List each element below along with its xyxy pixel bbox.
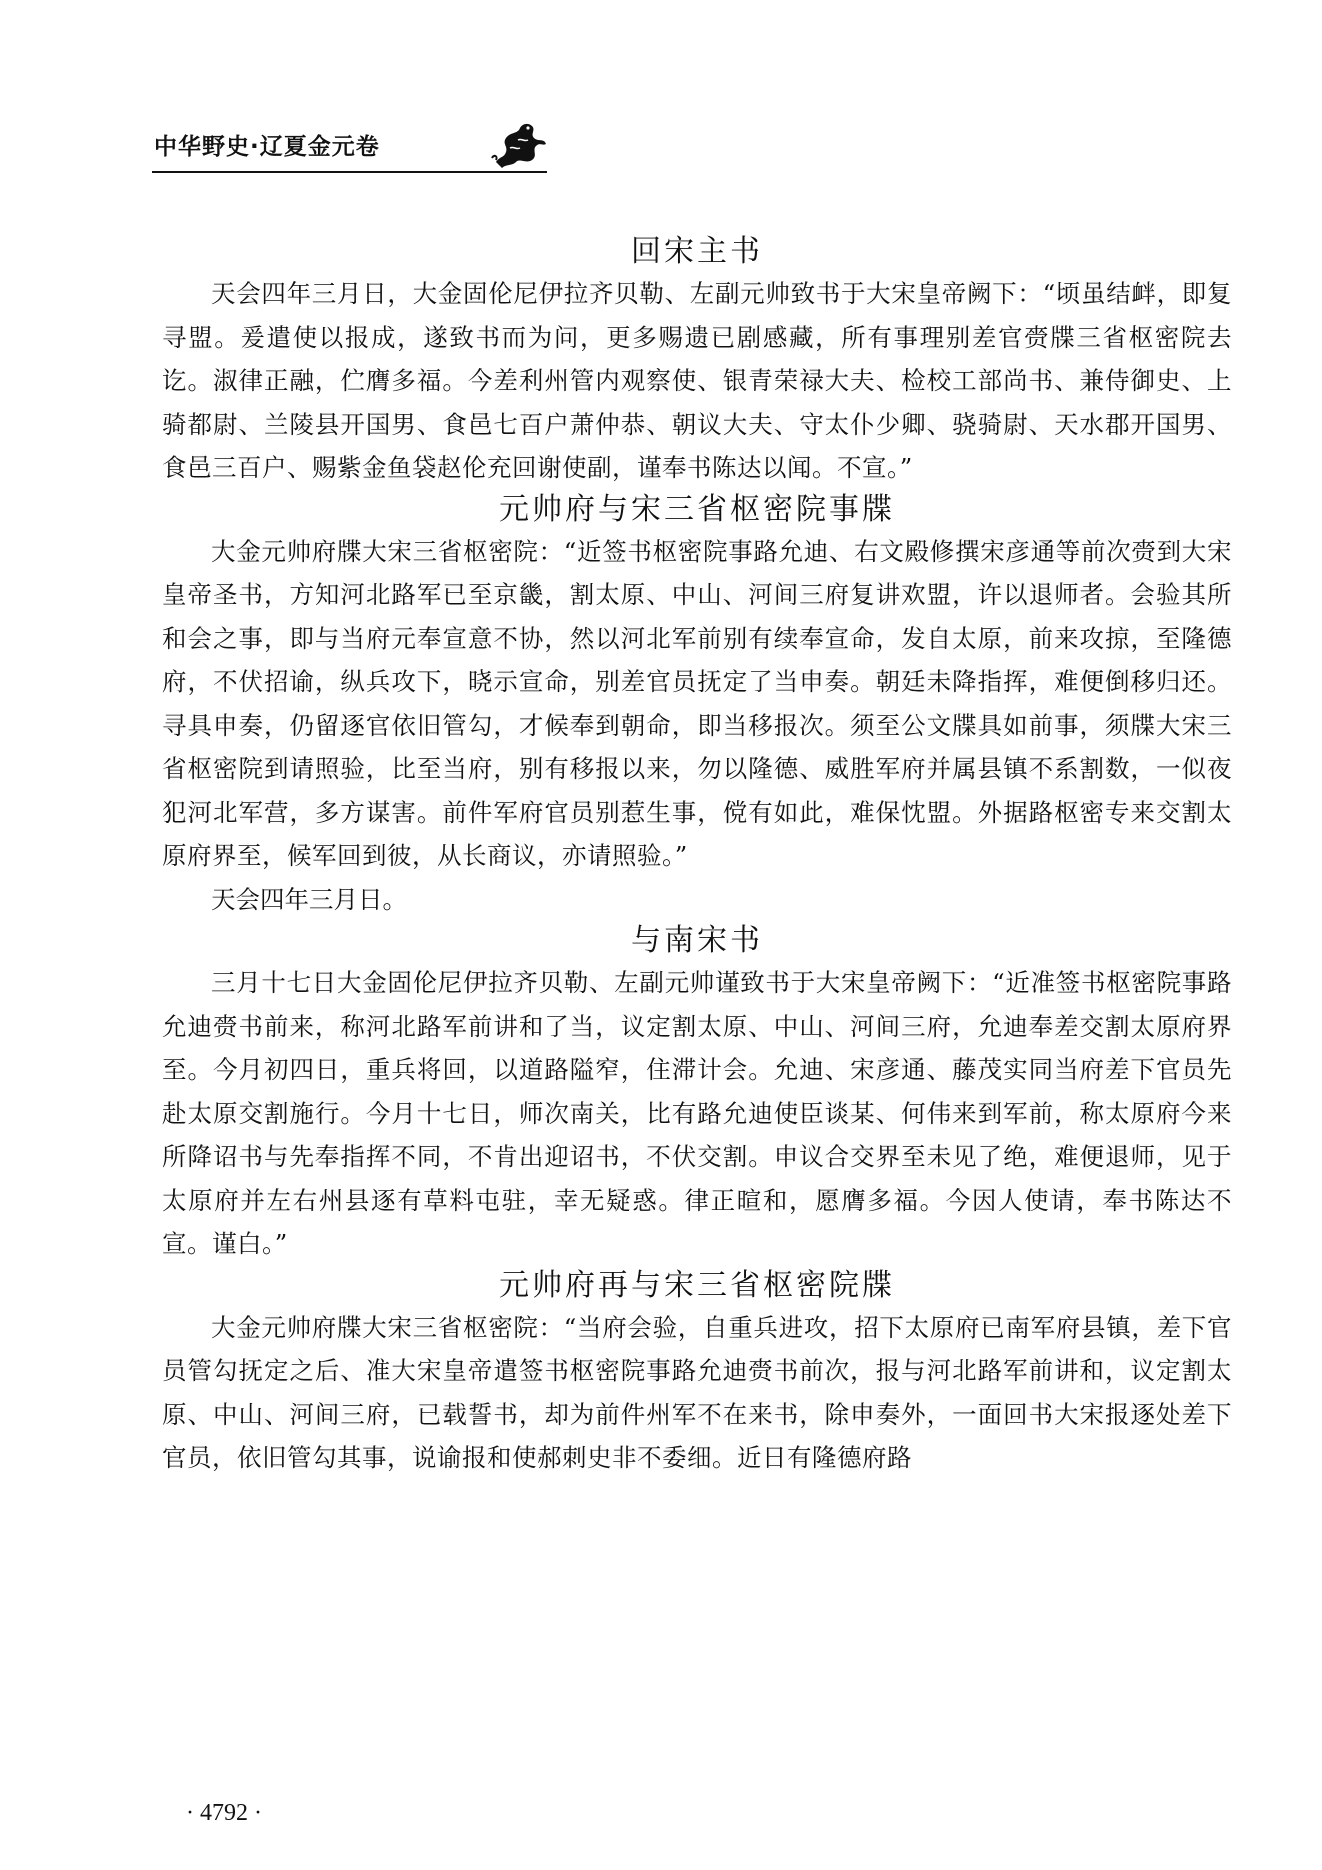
page-content <box>162 232 1232 1480</box>
dragon-emblem-icon <box>490 118 548 170</box>
section-title: 回宋主书 <box>631 234 763 269</box>
body-paragraph: 三月十七日大金固伦尼伊拉齐贝勒、左副元帅谨致书于大宋皇帝阙下：“近准签书枢密院事路允迪赍书前来，称河北路军前讲和了当，议定割太原、中山、河间三府，允迪奉差交割太原府界至。今月初四日，重兵将回，以道路隘窄，住滞计会。允迪、宋彦通、藤茂实同当府差下官员先赴太原交割施行。今月十七日，师次南关，比有路允迪使臣谈某、何伟来到军前，称太原府今来所降诏书与先奉指挥不同，不肯出迎诏书，不伏交割。申议合交界至未见了绝，难便退师，见于太原府并左右州县逐有草料屯驻，幸无疑惑。律正暄和，愿膺多福。今因人使请，奉书陈达不宣。谨白。” <box>162 968 1232 1258</box>
book-title: 中华野史·辽夏金元卷 <box>154 134 380 160</box>
section-title: 元帅府与宋三省枢密院事牒 <box>499 491 895 527</box>
body-paragraph: 大金元帅府牒大宋三省枢密院：“当府会验，自重兵进攻，招下太原府已南军府县镇，差下官员管勾抚定之后、准大宋皇帝遣签书枢密院事路允迪赍书前次，报与河北路军前讲和，议定割太原、中山、河间三府，已载誓书，却为前件州军不在来书，除申奏外，一面回书大宋报逐处差下官员，依旧管勾其事，说谕报和使郝刺史非不委细。近日有隆德府路 <box>162 1312 1232 1472</box>
section-title: 与南宋书 <box>631 923 763 958</box>
header-rule <box>152 171 547 173</box>
section-title: 元帅府再与宋三省枢密院牒 <box>499 1267 895 1303</box>
body-paragraph: 天会四年三月日，大金固伦尼伊拉齐贝勒、左副元帅致书于大宋皇帝阙下：“顷虽结衅，即复寻盟。爰遣使以报成，遂致书而为问，更多赐遗已剧感藏，所有事理别差官赍牒三省枢密院去讫。淑律正融，伫膺多福。今差利州管内观察使、银青荣禄大夫、检校工部尚书、兼侍御史、上骑都尉、兰陵县开国男、食邑七百户萧仲恭、朝议大夫、守太仆少卿、骁骑尉、天水郡开国男、食邑三百户、赐紫金鱼袋赵伦充回谢使副，谨奉书陈达以闻。不宣。” <box>162 279 1232 482</box>
date-line: 天会四年三月日。 <box>211 884 407 914</box>
body-paragraph: 大金元帅府牒大宋三省枢密院：“近签书枢密院事路允迪、右文殿修撰宋彦通等前次赍到大宋皇帝圣书，方知河北路军已至京畿，割太原、中山、河间三府复讲欢盟，许以退师者。会验其所和会之事，即与当府元奉宣意不协，然以河北军前别有续奉宣命，发自太原，前来攻掠，至隆德府，不伏招谕，纵兵攻下，晓示宣命，别差官员抚定了当申奏。朝廷未降指挥，难便倒移归还。寻具申奏，仍留逐官依旧管勾，才候奉到朝命，即当移报次。须至公文牒具如前事，须牒大宋三省枢密院到请照验，比至当府，别有移报以来，勿以隆德、威胜军府并属县镇不系割数，一似夜犯河北军营，多方谋害。前件军府官员别惹生事，傥有如此，难保忱盟。外据路枢密专来交割太原府界至，候军回到彼，从长商议，亦请照验。” <box>162 536 1232 870</box>
page-number: · 4792 · <box>186 1800 262 1826</box>
running-header <box>152 118 547 178</box>
